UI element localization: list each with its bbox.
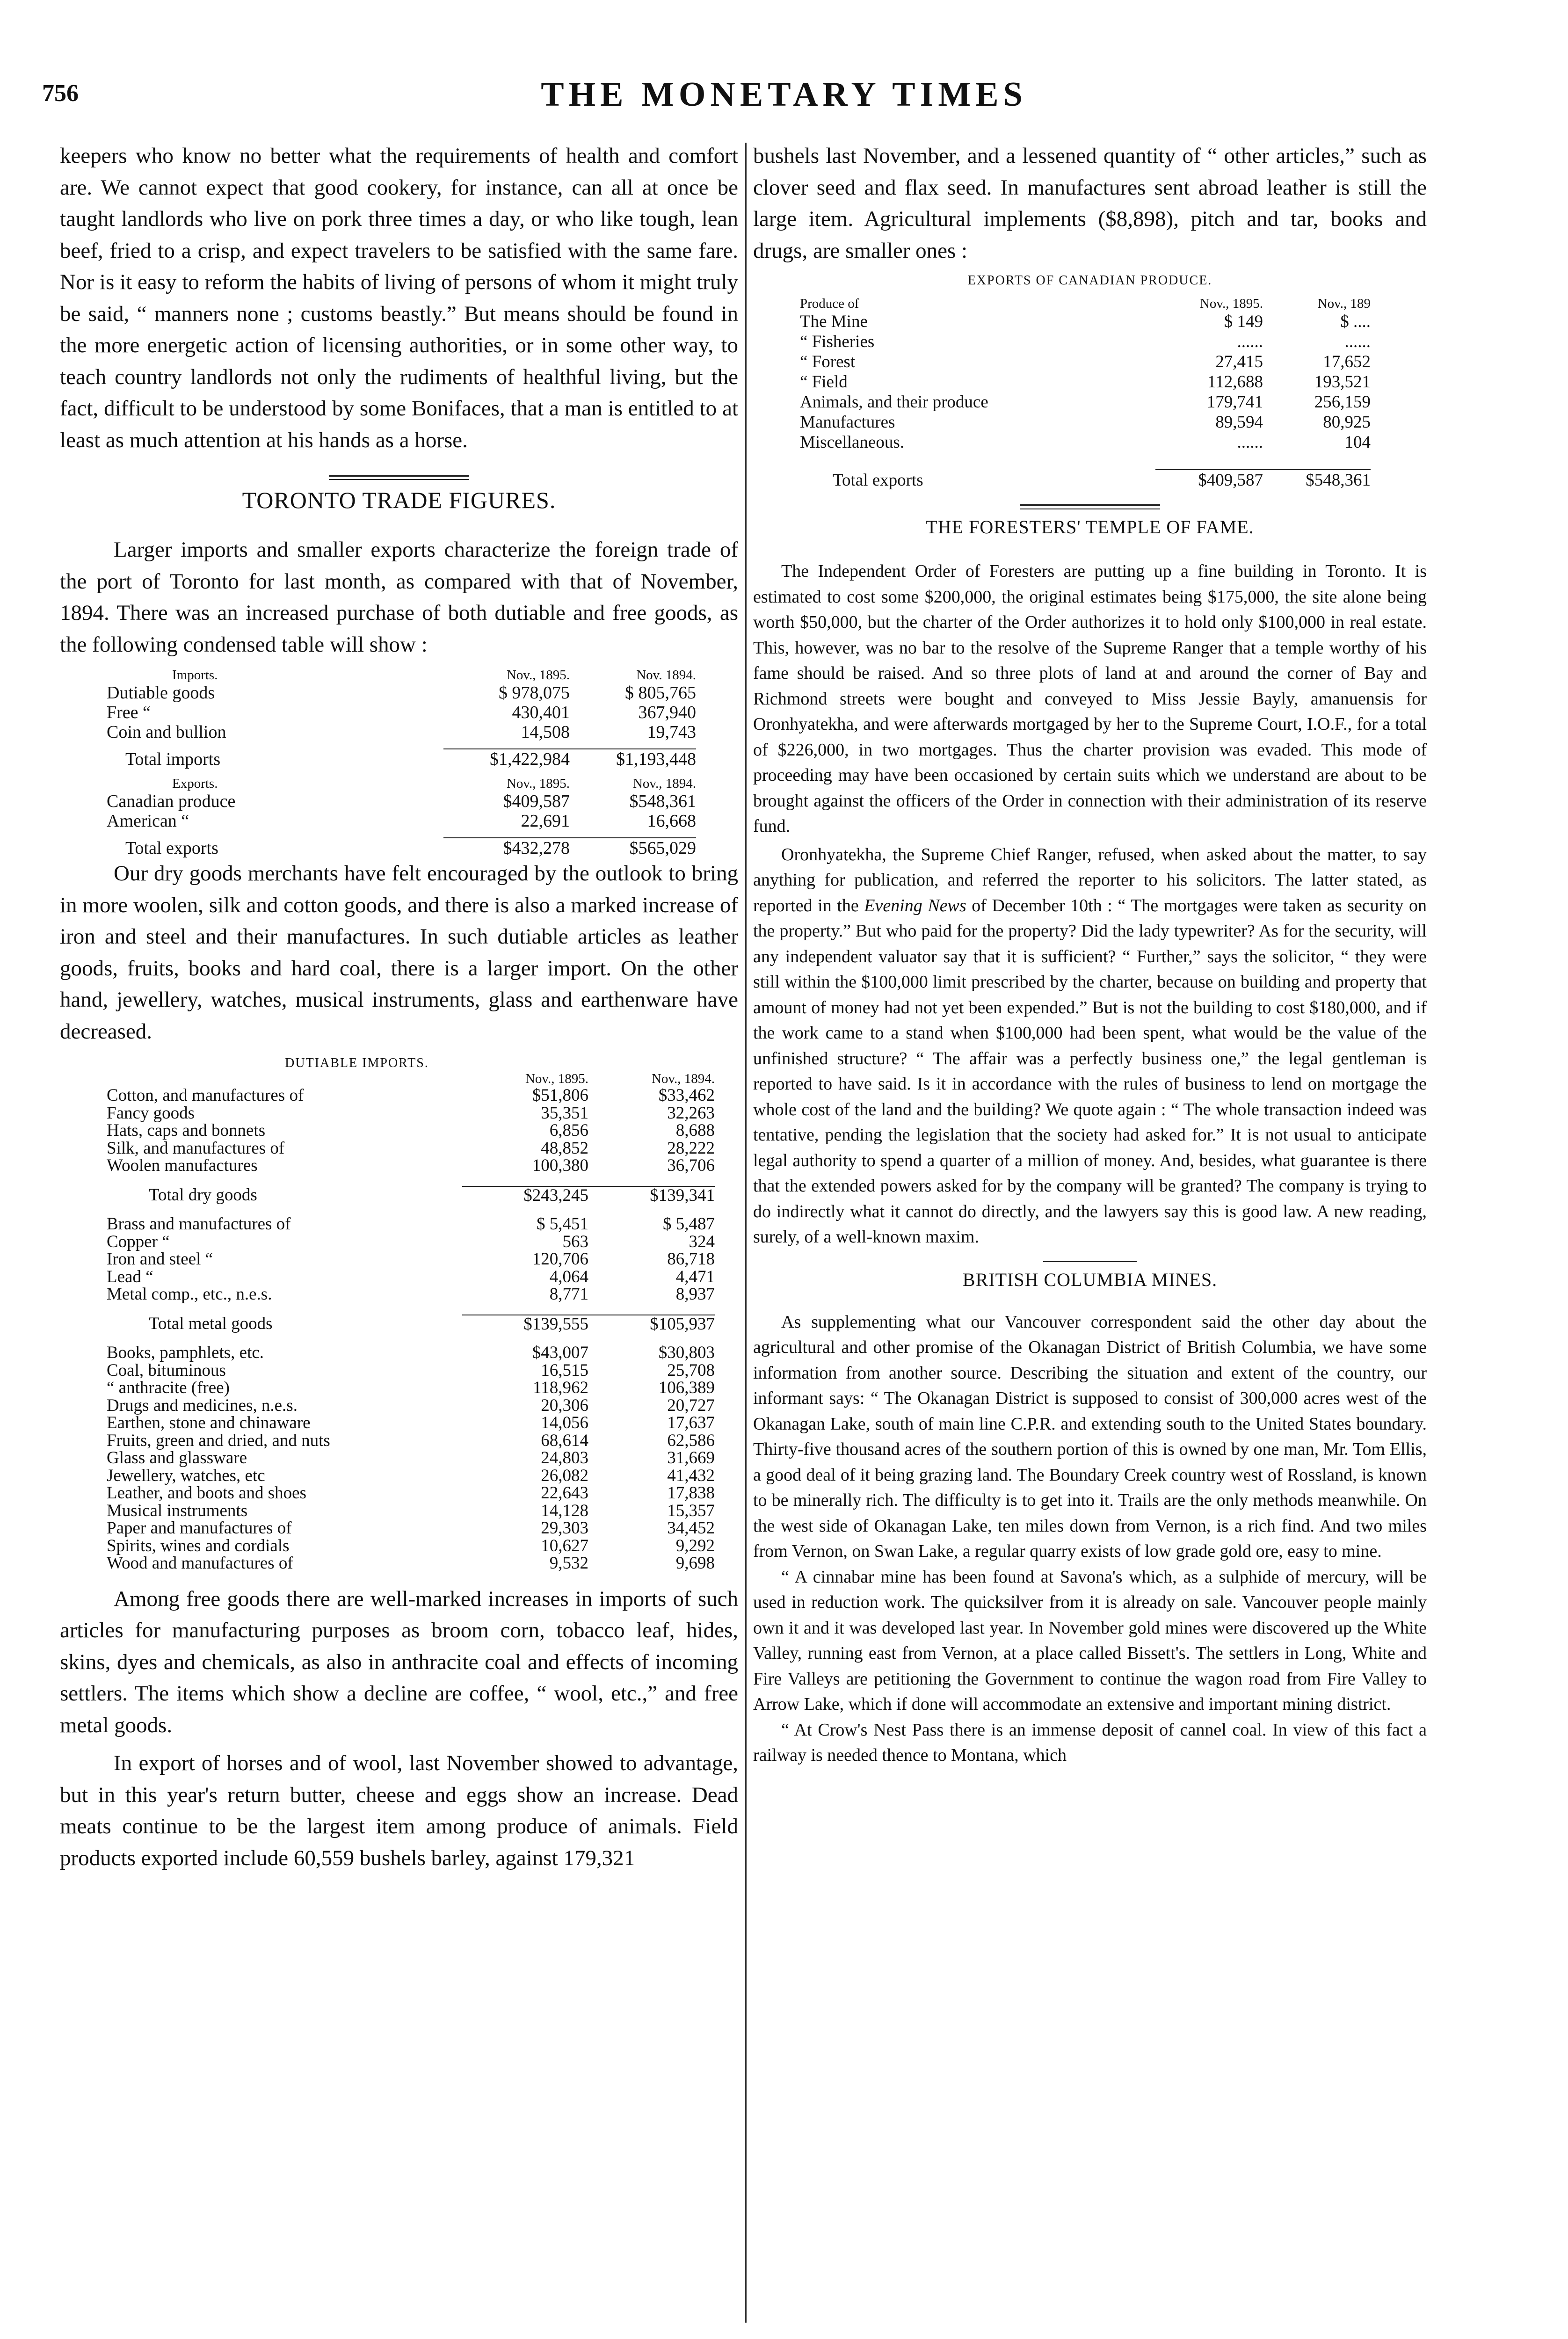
table-cell: Miscellaneous. — [800, 433, 904, 452]
bc-mines-heading: BRITISH COLUMBIA MINES. — [962, 1269, 1218, 1290]
table-cell: $565,029 — [570, 838, 696, 858]
table-row — [791, 412, 1371, 432]
table-cell: 19,743 — [647, 722, 696, 742]
table-cell: “ Fisheries — [800, 332, 875, 351]
dutiable-imports-table — [107, 1071, 715, 1572]
table-cell: 15,357 — [667, 1501, 715, 1520]
table-row — [107, 811, 696, 831]
table-cell: Total exports — [125, 838, 218, 858]
table-cell: Manufactures — [800, 413, 895, 432]
table-cell: $548,361 — [1263, 470, 1371, 490]
table-row — [791, 352, 1371, 372]
table-row — [107, 1502, 715, 1520]
table-cell: $139,341 — [588, 1186, 715, 1205]
table-cell: 106,389 — [658, 1378, 715, 1397]
dry-goods-rows — [107, 1087, 715, 1175]
table-row — [107, 792, 696, 811]
table-header-cell: Nov., 1894. — [632, 776, 696, 791]
foresters-paragraph-1: The Independent Order of Foresters are putting up a fine building in Toronto. It is estimated to cost some $200,000, the original estimates being $175,000, the site alone being worth $50,000, but the charter of the Order authorizes it to hold only $100,000 in real estate. This, however, was no bar to the resolve of the Supreme Ranger that a temple worthy of his fame should be raised. And so three plots of land at and around the corner of Bay and Richmond streets were bought and conveyed to Miss Jessie Bayly, amanuensis for Oronhyatekha, and were afterwards mortgaged by her to the Supreme Court, I.O.F., for a total of $226,000, in two mortgages. Thus the charter provision was evaded. This mode of proceeding may have been occasioned by certain suits which we understand are about to be brought against the officers of the Order in connection with their administration of its reserve fund. — [753, 561, 1427, 836]
table-cell: Books, pamphlets, etc. — [107, 1343, 264, 1362]
page-number: 756 — [42, 80, 79, 107]
toronto-heading: TORONTO TRADE FIGURES. — [242, 487, 556, 513]
table-cell: 41,432 — [667, 1466, 715, 1485]
table-cell: 4,471 — [675, 1267, 715, 1286]
table-cell: 8,771 — [549, 1285, 588, 1304]
table-cell: 430,401 — [512, 703, 570, 722]
table-row — [791, 392, 1371, 412]
foresters-paragraph-2 — [753, 842, 1427, 1250]
table-row — [107, 703, 696, 722]
table-cell: ...... — [1237, 433, 1263, 452]
table-cell: Lead “ — [107, 1267, 153, 1286]
table-row — [107, 1140, 715, 1157]
produce-rows — [791, 312, 1371, 452]
imports-rows — [107, 683, 696, 742]
table-cell: Jewellery, watches, etc — [107, 1466, 265, 1485]
table-cell: 80,925 — [1323, 413, 1371, 432]
table-cell: $ 5,451 — [537, 1214, 588, 1234]
table-cell: 32,263 — [667, 1103, 715, 1123]
table-cell: $43,007 — [532, 1343, 588, 1362]
table-cell: Free “ — [107, 703, 151, 722]
table-cell: 29,303 — [541, 1518, 588, 1538]
table-cell: 26,082 — [541, 1466, 588, 1485]
trade-summary-table — [107, 667, 696, 858]
table-cell: Hats, caps and bonnets — [107, 1121, 266, 1140]
total-row — [107, 1186, 715, 1205]
table-cell: ...... — [1344, 332, 1371, 351]
table-header-cell: Nov., 1895. — [1199, 296, 1263, 311]
canadian-produce-exports-table — [791, 296, 1371, 490]
table-cell: ...... — [1237, 332, 1263, 351]
table-row — [107, 1467, 715, 1485]
table-cell: 34,452 — [667, 1518, 715, 1538]
table-cell: 28,222 — [667, 1138, 715, 1158]
table-cell: $139,555 — [462, 1315, 588, 1333]
evening-news-title: Evening News — [864, 895, 966, 915]
table-cell: 14,128 — [541, 1501, 588, 1520]
table-row — [107, 1286, 715, 1303]
table-cell: 8,937 — [675, 1285, 715, 1304]
table-row — [791, 432, 1371, 452]
table-cell: $409,587 — [503, 792, 570, 811]
table-cell: $1,422,984 — [443, 749, 570, 769]
table-cell: $33,462 — [658, 1086, 715, 1105]
bc-paragraph-2: “ A cinnabar mine has been found at Savona's which, as a sulphide of mercury, will be used in reduction work. The quicksilver from it is already on sale. Vancouver people mainly own it and it was developed last year. In November gold mines were discovered up the White Valley, running east from Vernon, at a place called Bissett's. The settlers in Long, White and Fire Valleys are petitioning the Government to continue the wagon road from Fire Valley to Arrow Lake, which if done will accommodate an extensive and important mining district. — [753, 1567, 1427, 1714]
table-cell: 86,718 — [667, 1249, 715, 1269]
table-cell: 8,688 — [675, 1121, 715, 1140]
total-row — [791, 470, 1371, 490]
toronto-paragraph-4: In export of horses and of wool, last November showed to advantage, but in this year's return butter, cheese and eggs show an increase. Dead meats continue to be the largest item among produce of animals. Field products exported include 60,559 bushels barley, against 179,321 — [60, 1751, 738, 1870]
table-cell: 25,708 — [667, 1360, 715, 1380]
table-cell: Coin and bullion — [107, 722, 226, 742]
table-header-cell: Nov., 1895. — [506, 668, 570, 683]
section-rule — [329, 475, 469, 480]
table-cell: Iron and steel “ — [107, 1249, 213, 1269]
table-cell: Animals, and their produce — [800, 392, 988, 412]
table-cell: 22,643 — [541, 1483, 588, 1503]
foresters-text: of December 10th : “ The mortgages were taken as security on the property.” But who paid for the property? Did the lady typewriter? As for the security, will any independent valuator say that it is sufficient? “ Further,” says the solicitor, “ they were still within the $100,000 limit prescribed by the charter, because on building and property that amount of money had not yet been expended.” But is not the building to cost $180,000, and if the work came to a stand when $100,000 had been spent, what would be the value of the unfinished structure? “ The affair was a perfectly business one,” the legal gentleman is reported to have said. Is it in accordance with the rules of business to lend on mortgage the whole cost of the land and the building? We quote again : “ The whole transaction indeed was tentative, pending the legislation that the society had asked for.” It is not usual to anticipate legal authority to spend a quarter of a million of money. And, besides, what guarantee is there that the extended powers asked for by the company will be granted? The company is trying to do indirectly what it cannot do directly, and the lawyers say this is good law. A new reading, surely, of a well-known maxim. — [753, 895, 1427, 1247]
table-cell: Glass and glassware — [107, 1448, 247, 1467]
table-row — [107, 1250, 715, 1268]
table-cell: Wood and manufactures of — [107, 1554, 293, 1573]
table-cell: Leather, and boots and shoes — [107, 1483, 306, 1503]
toronto-paragraph-2: Our dry goods merchants have felt encouraged by the outlook to bring in more woolen, silk and cotton goods, and there is also a marked increase of iron and steel and their manufactures. In such dutiable articles as leather goods, fruits, books and hard coal, there is a larger import. On the other hand, jewellery, watches, musical instruments, glass and earthenware have decreased. — [60, 861, 738, 1044]
table-row — [791, 312, 1371, 332]
table-cell: $ 805,765 — [625, 683, 696, 703]
table-row — [107, 1122, 715, 1140]
table-row — [107, 1449, 715, 1467]
table-cell: Drugs and medicines, n.e.s. — [107, 1395, 298, 1415]
table-row — [107, 1554, 715, 1572]
table-row — [107, 1215, 715, 1233]
table-cell: 68,614 — [541, 1431, 588, 1450]
table-row — [107, 1537, 715, 1555]
table-cell: 9,532 — [549, 1554, 588, 1573]
table-cell: 6,856 — [549, 1121, 588, 1140]
masthead-title: THE MONETARY TIMES — [541, 75, 1027, 114]
table-cell: 17,652 — [1323, 352, 1371, 371]
table-cell: $105,937 — [588, 1315, 715, 1333]
table-cell: 17,637 — [667, 1413, 715, 1432]
table-row — [107, 1087, 715, 1104]
toronto-paragraph-3: Among free goods there are well-marked increases in imports of such articles for manufacturing purposes as broom corn, tobacco leaf, hides, skins, dyes and chemicals, as also in anthracite coal and effects of incoming settlers. The items which show a decline are coffee, “ wool, etc.,” and free metal goods. — [60, 1586, 738, 1737]
table-cell: 20,727 — [667, 1395, 715, 1415]
table-row — [791, 372, 1371, 392]
table-header-cell: Exports. — [172, 776, 218, 791]
exports-produce-caption: EXPORTS OF CANADIAN PRODUCE. — [967, 273, 1212, 288]
table-cell: Total exports — [833, 470, 923, 490]
table-cell: Dutiable goods — [107, 683, 215, 703]
table-cell: 35,351 — [541, 1103, 588, 1123]
table-cell: 16,515 — [541, 1360, 588, 1380]
exports-rows — [107, 792, 696, 831]
table-cell: 118,962 — [533, 1378, 588, 1397]
table-cell: 256,159 — [1314, 392, 1371, 412]
right-column — [753, 140, 1427, 1768]
column-divider — [745, 143, 747, 2323]
table-cell: 36,706 — [667, 1156, 715, 1175]
table-cell: 16,668 — [647, 811, 696, 831]
table-cell: 62,586 — [667, 1431, 715, 1450]
dutiable-imports-caption: DUTIABLE IMPORTS. — [285, 1056, 429, 1070]
table-header-cell: Nov. 1894. — [636, 668, 696, 683]
table-cell: $30,803 — [658, 1343, 715, 1362]
table-cell: 89,594 — [1215, 413, 1263, 432]
table-cell: Fruits, green and dried, and nuts — [107, 1431, 330, 1450]
left-column — [60, 140, 738, 1874]
total-row — [107, 1315, 715, 1333]
table-cell: Silk, and manufactures of — [107, 1138, 285, 1158]
table-cell: 120,706 — [532, 1249, 588, 1269]
table-row — [107, 1379, 715, 1397]
table-row — [107, 1362, 715, 1380]
table-cell: 9,698 — [675, 1554, 715, 1573]
table-cell: “ Field — [800, 372, 848, 392]
table-cell: $1,193,448 — [570, 749, 696, 769]
table-cell: 4,064 — [549, 1267, 588, 1286]
table-cell: 48,852 — [541, 1138, 588, 1158]
bc-paragraph-1: As supplementing what our Vancouver correspondent said the other day about the agricultural and other promise of the Okanagan District of British Columbia, we have some information from another source. Describing the situation and extent of the country, our informant says: “ The Okanagan District is supposed to consist of 300,000 acres west of the Okanagan Lake, south of main line C.P.R. and extending south to the United States boundary. Thirty-five thousand acres of the southern portion of this is owned by one man, Mr. Tom Ellis, a good deal of it being grazing land. The Boundary Creek country west of Rossland, is known to be minerally rich. The difficulty is to get into it. Trails are the only methods meanwhile. On the west side of Okanagan Lake, ten miles down from Vernon, is a rich find. And two miles from Vernon, on Swan Lake, a regular quarry exists of low grade gold ore, easy to mine. — [753, 1312, 1427, 1561]
table-cell: $ 978,075 — [499, 683, 570, 703]
table-cell: Copper “ — [107, 1232, 170, 1251]
total-row — [107, 749, 696, 769]
table-header-row — [107, 776, 696, 792]
table-header-cell: Nov., 1894. — [651, 1071, 715, 1086]
table-header-row — [107, 667, 696, 683]
table-cell: Total imports — [125, 749, 221, 769]
table-cell: 10,627 — [541, 1536, 588, 1555]
table-cell: The Mine — [800, 312, 868, 331]
table-cell: Paper and manufactures of — [107, 1518, 292, 1538]
table-cell: 9,292 — [675, 1536, 715, 1555]
table-cell: 24,803 — [541, 1448, 588, 1467]
toronto-paragraph-1: Larger imports and smaller exports characterize the foreign trade of the port of Toronto for last month, as compared with that of November, 1894. There was an increased purchase of both dutiable and free goods, as the following condensed table will show : — [60, 538, 738, 657]
table-cell: 324 — [689, 1232, 715, 1251]
table-cell: 14,508 — [521, 722, 570, 742]
foresters-text: Oronhyatekha, the Supreme Chief Ranger, refused, when asked about the matter, to say anything for publication, and referred the reporter to his solicitors. The latter stated, as reported in the — [753, 844, 1427, 915]
table-header-cell — [107, 1071, 462, 1087]
table-cell: Coal, bituminous — [107, 1360, 226, 1380]
table-cell: 31,669 — [667, 1448, 715, 1467]
total-row — [107, 838, 696, 858]
table-cell: Spirits, wines and cordials — [107, 1536, 290, 1555]
table-header-cell: Nov., 189 — [1317, 296, 1371, 311]
table-cell: Earthen, stone and chinaware — [107, 1413, 311, 1432]
table-row — [107, 722, 696, 742]
table-cell: 27,415 — [1215, 352, 1263, 371]
table-cell: $432,278 — [443, 838, 570, 858]
table-cell: 22,691 — [521, 811, 570, 831]
table-header-row — [107, 1071, 715, 1087]
table-cell: Fancy goods — [107, 1103, 195, 1123]
table-row — [107, 1414, 715, 1432]
table-row — [107, 1268, 715, 1286]
table-cell: $51,806 — [532, 1086, 588, 1105]
table-cell: Cotton, and manufactures of — [107, 1086, 304, 1105]
table-cell: $548,361 — [629, 792, 696, 811]
section-rule — [1020, 504, 1160, 509]
table-cell: $243,245 — [462, 1186, 588, 1205]
table-cell: Brass and manufactures of — [107, 1214, 291, 1234]
table-row — [107, 1157, 715, 1175]
table-cell: Total metal goods — [149, 1314, 273, 1333]
table-cell: “ anthracite (free) — [107, 1378, 230, 1397]
table-cell: Woolen manufactures — [107, 1156, 258, 1175]
table-header-cell: Produce of — [800, 296, 859, 311]
metal-goods-rows — [107, 1215, 715, 1303]
table-row — [107, 1104, 715, 1122]
table-cell: 17,838 — [667, 1483, 715, 1503]
table-cell: Total dry goods — [149, 1185, 257, 1205]
table-row — [791, 332, 1371, 352]
table-row — [107, 1397, 715, 1415]
table-cell: 104 — [1344, 433, 1371, 452]
table-cell: Metal comp., etc., n.e.s. — [107, 1285, 272, 1304]
table-cell: 100,380 — [532, 1156, 588, 1175]
table-row — [107, 1484, 715, 1502]
table-cell: $ 149 — [1224, 312, 1263, 331]
table-cell: 193,521 — [1314, 372, 1371, 392]
table-cell: 14,056 — [541, 1413, 588, 1432]
table-row — [107, 1233, 715, 1251]
table-row — [107, 1344, 715, 1362]
table-cell: 563 — [562, 1232, 588, 1251]
table-cell: Canadian produce — [107, 792, 236, 811]
table-cell: $409,587 — [1155, 470, 1263, 490]
table-row — [107, 683, 696, 703]
table-cell: 20,306 — [541, 1395, 588, 1415]
bc-paragraph-3: “ At Crow's Nest Pass there is an immense deposit of cannel coal. In view of this fact a railway is needed thence to Montana, which — [753, 1720, 1427, 1765]
table-cell: American “ — [107, 811, 189, 831]
table-cell: $ .... — [1340, 312, 1371, 331]
intro-paragraph: keepers who know no better what the requirements of health and comfort are. We cannot expect that good cookery, for instance, can all at once be taught landlords who live on pork three times a day, or who like tough, lean beef, fried to a crisp, and expect travelers to be satisfied with the same fare. Nor is it easy to reform the habits of living of persons of whom it might truly be said, “ manners none ; customs beastly.” But means should be found in the more energetic action of licensing authorities, or in some other way, to teach country landlords not only the rudiments of healthful living, but the fact, difficult to be understood by some Bonifaces, that a man is entitled to at least as much attention at his hands as a horse. — [60, 144, 738, 452]
table-cell: “ Forest — [800, 352, 856, 371]
table-header-cell: Nov., 1895. — [525, 1071, 588, 1086]
foresters-heading: THE FORESTERS' TEMPLE OF FAME. — [926, 516, 1254, 538]
table-row — [107, 1519, 715, 1537]
table-header-cell: Imports. — [172, 668, 218, 683]
continuation-paragraph: bushels last November, and a lessened quantity of “ other articles,” such as clover seed and flax seed. In manufactures sent abroad leather is still the large item. Agricultural implements ($8,898), pitch and tar, books and drugs, are smaller ones : — [753, 144, 1427, 263]
table-cell: 367,940 — [638, 703, 696, 722]
table-cell: Musical instruments — [107, 1501, 248, 1520]
other-goods-rows — [107, 1344, 715, 1572]
table-header-cell: Nov., 1895. — [506, 776, 570, 791]
table-cell: $ 5,487 — [663, 1214, 715, 1234]
table-row — [107, 1432, 715, 1450]
table-cell: 179,741 — [1206, 392, 1263, 412]
table-header-row — [791, 296, 1371, 312]
table-cell: 112,688 — [1207, 372, 1263, 392]
